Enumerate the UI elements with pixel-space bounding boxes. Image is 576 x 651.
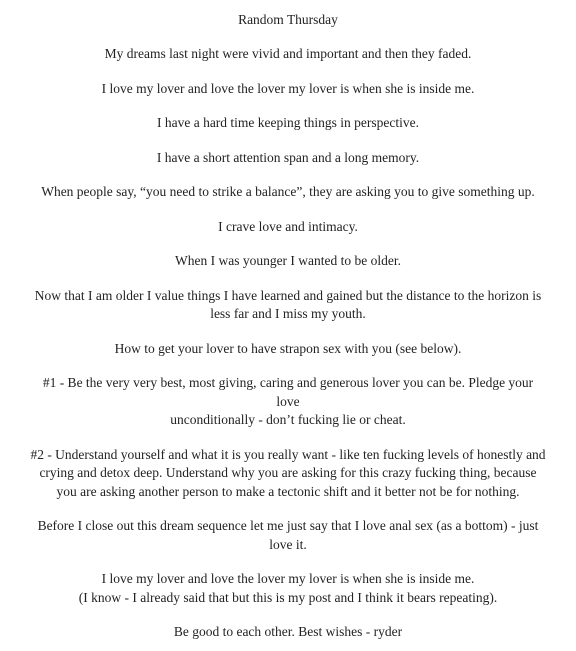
paragraph-balance <box>30 183 546 202</box>
paragraph-step-2 <box>30 446 546 502</box>
paragraph-repeat <box>30 570 546 607</box>
paragraph-signoff <box>30 623 546 642</box>
paragraph-line: My dreams last night were vivid and important and then they faded. <box>104 46 472 61</box>
paragraph-step-1 <box>30 374 546 430</box>
paragraph-line: crying and detox deep. Understand why you are asking for this crazy fucking thing, because <box>39 465 537 480</box>
paragraph-line: I have a hard time keeping things in perspective. <box>156 115 420 130</box>
paragraph-line: Before I close out this dream sequence let me just say that I love anal sex (as a bottom) - just <box>37 518 539 533</box>
paragraph-younger <box>30 252 546 271</box>
paragraph-attention <box>30 149 546 168</box>
paragraph-perspective <box>30 114 546 133</box>
paragraph-line: When people say, “you need to strike a balance”, they are asking you to give something up. <box>41 184 535 199</box>
paragraph-line: less far and I miss my youth. <box>210 306 366 321</box>
paragraph-line: love it. <box>269 536 307 552</box>
paragraph-dreams <box>30 45 546 64</box>
paragraph-line: How to get your lover to have strapon sex with you (see below). <box>114 340 462 356</box>
paragraph-line: I crave love and intimacy. <box>218 218 358 234</box>
paragraph-line: (I know - I already said that but this is my post and I think it bears repeating). <box>78 589 498 605</box>
paragraph-line: #2 - Understand yourself and what it is you really want - like ten fucking levels of honestly and <box>30 446 546 462</box>
paragraph-love-lover <box>30 80 546 99</box>
paragraph-line: unconditionally - don’t fucking lie or cheat. <box>170 412 406 427</box>
paragraph-line: Now that I am older I value things I have learned and gained but the distance to the horizon is <box>34 287 542 303</box>
paragraph-line: When I was younger I wanted to be older. <box>174 253 402 268</box>
paragraph-intimacy <box>30 218 546 237</box>
paragraph-line: I have a short attention span and a long memory. <box>156 149 420 165</box>
paragraph-line: you are asking another person to make a tectonic shift and it better not be for nothing. <box>56 483 520 499</box>
paragraph-close-out <box>30 517 546 554</box>
paragraph-line: I love my lover and love the lover my lover is when she is inside me. <box>101 80 475 96</box>
paragraph-line: I love my lover and love the lover my lover is when she is inside me. <box>101 571 475 586</box>
paragraph-line: #1 - Be the very very best, most giving, caring and generous lover you can be. Pledge your love <box>42 375 534 409</box>
paragraph-how-to <box>30 340 546 359</box>
paragraph-older <box>30 287 546 324</box>
post-title: Random Thursday <box>238 12 338 27</box>
paragraph-line: Be good to each other. Best wishes - ryder <box>173 624 403 639</box>
